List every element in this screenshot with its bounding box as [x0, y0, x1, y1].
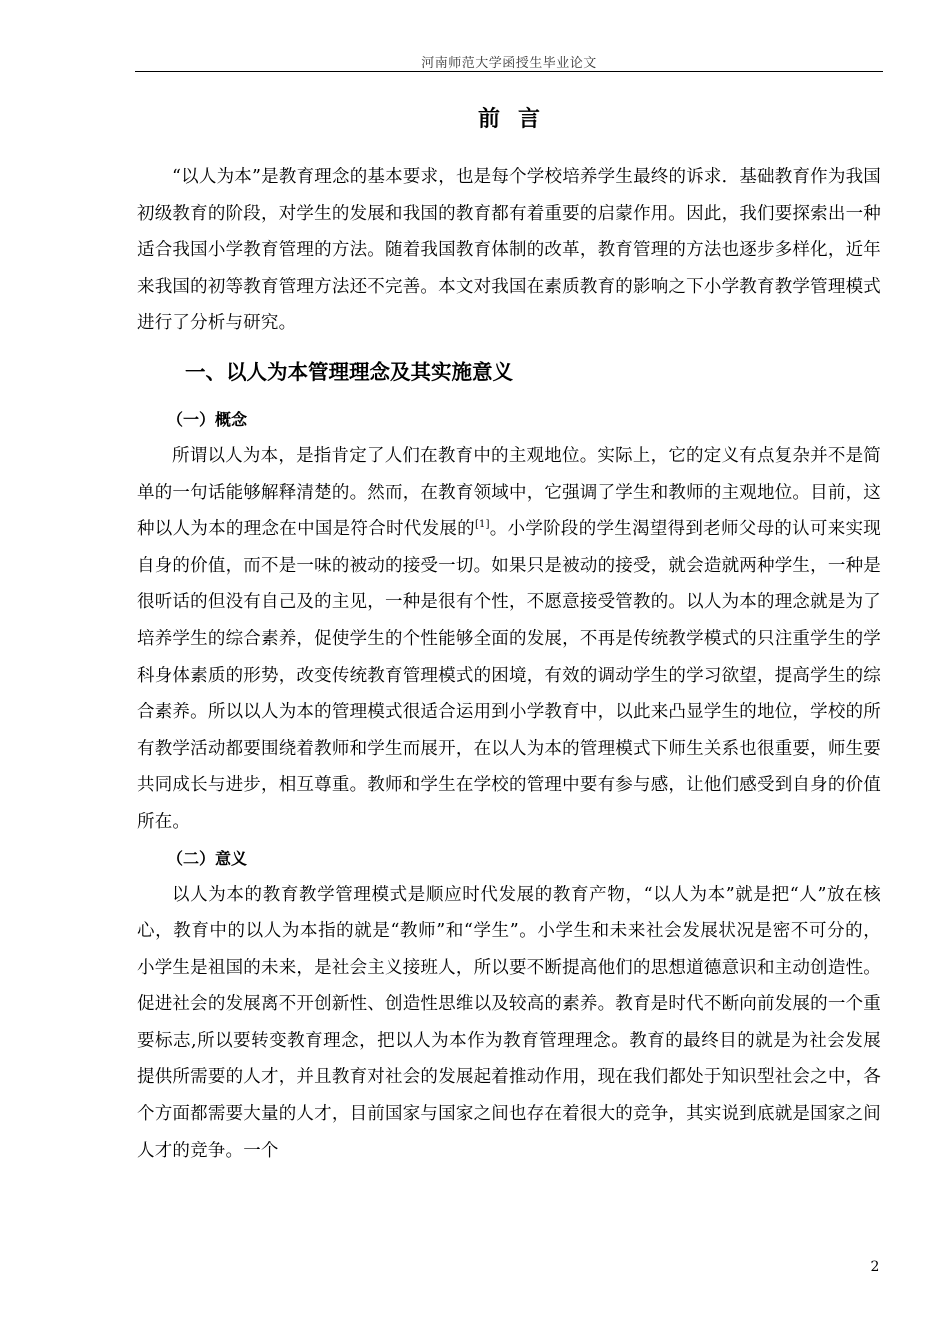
document-body	[137, 100, 881, 1169]
subsection-heading-significance: （二）意义	[167, 848, 248, 868]
section-heading: 一、以人为本管理理念及其实施意义	[185, 359, 513, 384]
citation-marker: [1]	[474, 519, 490, 531]
concept-text-after-citation: 。小学阶段的学生渴望得到老师父母的认可来实现自身的价值，而不是一味的被动的接受一切。如果只是被动的接受，就会造就两种学生，一种是很听话的但没有自己及的主见，一种是很有个性，不愿意接受管教的。以人为本的理念就是为了培养学生的综合素养，促使学生的个性能够全面的发展，不再是传统教学模式的只注重学生的学科身体素质的形势，改变传统教育管理模式的困境，有效的调动学生的学习欲望，提高学生的综合素养。所以以人为本的管理模式很适合运用到小学教育中，以此来凸显学生的地位，学校的所有教学活动都要围绕着教师和学生而展开，在以人为本的管理模式下师生关系也很重要，师生要共同成长与进步，相互尊重。教师和学生在学校的管理中要有参与感，让他们感受到自身的价值所在。	[137, 519, 881, 832]
page-number: 2	[870, 1259, 880, 1275]
header-rule	[135, 71, 883, 72]
intro-paragraph: “以人为本”是教育理念的基本要求，也是每个学校培养学生最终的诉求．基础教育作为我国初级教育的阶段，对学生的发展和我国的教育都有着重要的启蒙作用。因此，我们要探索出一种适合我国小学教育管理的方法。随着我国教育体制的改革，教育管理的方法也逐步多样化，近年来我国的初等教育管理方法还不完善。本文对我国在素质教育的影响之下小学教育教学管理模式进行了分析与研究。	[137, 167, 881, 334]
document-title: 前言	[477, 107, 558, 132]
significance-paragraph: 以人为本的教育教学管理模式是顺应时代发展的教育产物，“以人为本”就是把“人”放在核心，教育中的以人为本指的就是“教师”和“学生”。小学生和未来社会发展状况是密不可分的，小学生是祖国的未来，是社会主义接班人，所以要不断提高他们的思想道德意识和主动创造性。促进社会的发展离不开创新性、创造性思维以及较高的素养。教育是时代不断向前发展的一个重要标志,所以要转变教育理念，把以人为本作为教育管理理念。教育的最终目的就是为社会发展提供所需要的人才，并且教育对社会的发展起着推动作用，现在我们都处于知识型社会之中，各个方面都需要大量的人才，目前国家与国家之间也存在着很大的竞争，其实说到底就是国家之间人才的竞争。一个	[137, 884, 881, 1161]
page-header: 河南师范大学函授生毕业论文	[421, 56, 597, 71]
concept-text-before-citation: 所谓以人为本，是指肯定了人们在教育中的主观地位。实际上，它的定义有点复杂并不是简单的一句话能够解释清楚的。然而，在教育领域中，它强调了学生和教师的主观地位。目前，这种以人为本的理念在中国是符合时代发展的	[137, 445, 881, 540]
concept-paragraph	[137, 438, 881, 841]
subsection-heading-concept: （一）概念	[167, 409, 248, 429]
